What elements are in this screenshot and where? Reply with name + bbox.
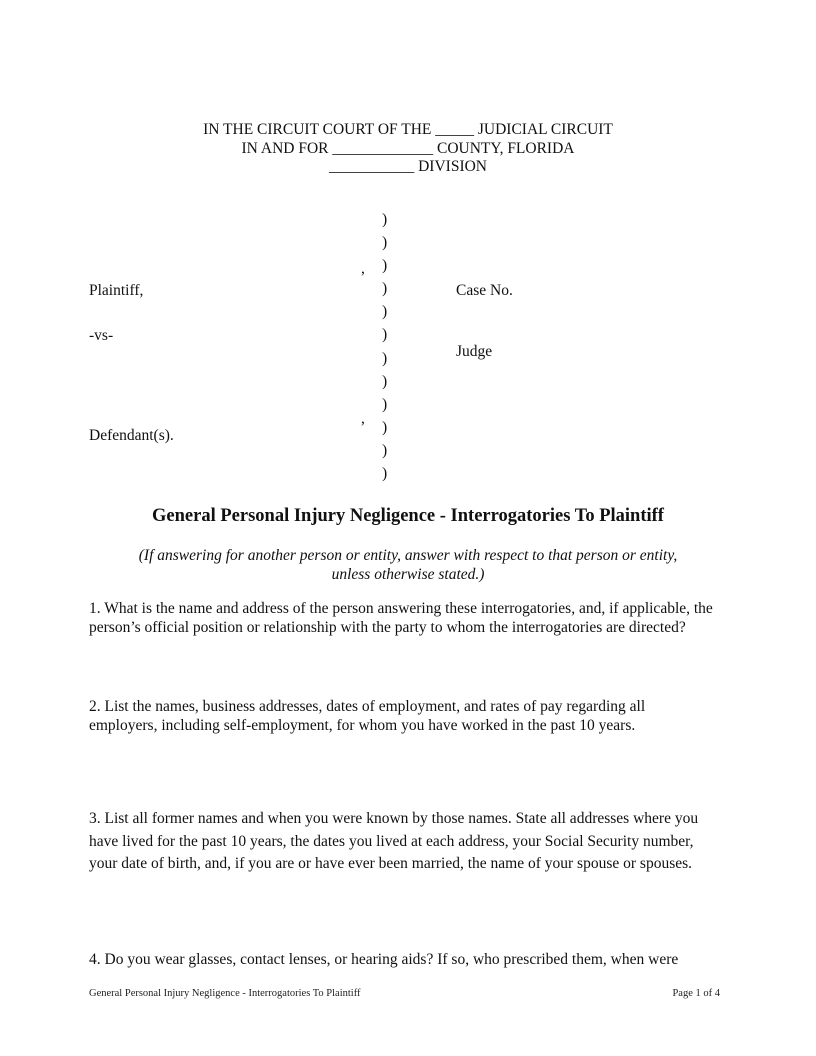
caption-paren: ): [382, 234, 388, 252]
court-header-line-1: IN THE CIRCUIT COURT OF THE _____ JUDICIAL CIRCUIT: [203, 121, 613, 138]
caption-paren: ): [382, 465, 388, 483]
caption-paren: ): [382, 441, 388, 459]
footer-document-title: General Personal Injury Negligence - Interrogatories To Plaintiff: [89, 988, 361, 999]
caption-paren: ): [382, 418, 388, 436]
interrogatory-line: employers, including self-employment, for whom you have worked in the past 10 years.: [89, 716, 636, 734]
interrogatory-line: 3. List all former names and when you were known by those names. State all addresses where you: [89, 810, 699, 827]
document-title: General Personal Injury Negligence - Interrogatories To Plaintiff: [152, 506, 664, 526]
interrogatory-line: 2. List the names, business addresses, dates of employment, and rates of pay regarding all: [89, 698, 646, 715]
versus-label: -vs-: [89, 327, 114, 344]
judge-label: Judge: [456, 343, 493, 360]
instruction-line-1: (If answering for another person or entity, answer with respect to that person or entity,: [138, 547, 678, 564]
caption-paren: ): [382, 257, 388, 275]
caption-paren: ): [382, 349, 388, 367]
court-header-line-3: ___________ DIVISION: [328, 158, 487, 175]
defendant-label: Defendant(s).: [89, 427, 174, 444]
interrogatory-2: [89, 698, 739, 735]
defendant-name-comma: ,: [361, 410, 365, 427]
interrogatory-line: your date of birth, and, if you are or have ever been married, the name of your spouse or spouses.: [89, 855, 693, 872]
caption-paren: ): [382, 395, 388, 413]
interrogatory-3: [89, 808, 739, 876]
interrogatory-line: have lived for the past 10 years, the dates you lived at each address, your Social Security number,: [89, 832, 694, 850]
plaintiff-name-comma: ,: [361, 260, 365, 277]
caption-paren: ): [382, 280, 388, 298]
caption-parenthesis-column: [382, 208, 387, 485]
court-header: [0, 121, 816, 177]
interrogatory-line: 1. What is the name and address of the person answering these interrogatories, and, if applicable, the: [89, 600, 713, 617]
instruction-line-2: unless otherwise stated.): [331, 565, 485, 583]
caption-paren: ): [382, 372, 388, 390]
answer-instruction: [0, 547, 816, 584]
caption-paren: ): [382, 211, 388, 228]
caption-paren: ): [382, 303, 388, 321]
interrogatory-1: [89, 600, 739, 637]
court-header-line-2: IN AND FOR _____________ COUNTY, FLORIDA: [241, 139, 575, 157]
interrogatory-4: [89, 951, 739, 970]
footer-page-number: Page 1 of 4: [672, 988, 720, 999]
interrogatory-line: person’s official position or relationship with the party to whom the interrogatories are directed?: [89, 618, 686, 636]
caption-paren: ): [382, 326, 388, 344]
case-number-label: Case No.: [456, 282, 513, 299]
interrogatory-line: 4. Do you wear glasses, contact lenses, or hearing aids? If so, who prescribed them, when were: [89, 951, 679, 968]
plaintiff-label: Plaintiff,: [89, 282, 144, 299]
